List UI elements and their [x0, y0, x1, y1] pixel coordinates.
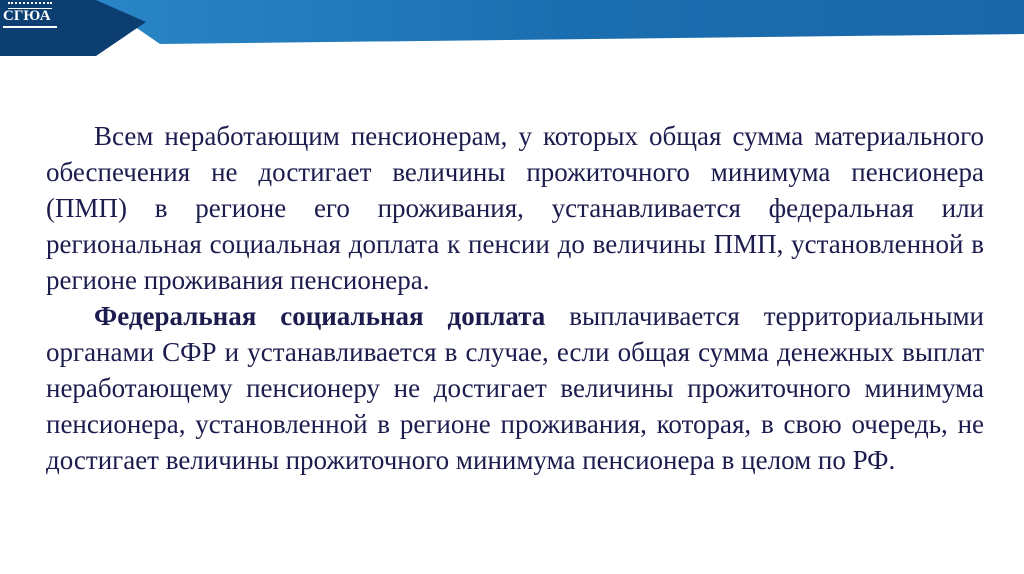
logo	[0, 0, 62, 30]
paragraph-2-rest: выплачивается территориальными органами СФР и устанавливается в случае, если общая сумма денежных выплат неработающему пенсионеру не достигает величины прожиточного минимума пенсионера, установленной в регионе проживания, которая, в свою очередь, не достигает величины прожиточного минимума пенсионера в целом по РФ.	[46, 301, 984, 475]
paragraph-2	[46, 298, 984, 478]
header-band	[0, 0, 1024, 56]
logo-text: СГЮА	[3, 8, 51, 24]
slide-body	[46, 118, 984, 478]
header-band-light	[96, 0, 1024, 44]
logo-underline	[3, 26, 57, 28]
paragraph-1: Всем неработающим пенсионерам, у которых общая сумма материального обеспечения не достигает величины прожиточного минимума пенсионера (ПМП) в регионе его проживания, устанавливается федеральная или региональная социальная доплата к пенсии до величины ПМП, установленной в регионе проживания пенсионера.	[46, 121, 984, 295]
paragraph-2-bold: Федеральная социальная доплата	[94, 301, 546, 331]
